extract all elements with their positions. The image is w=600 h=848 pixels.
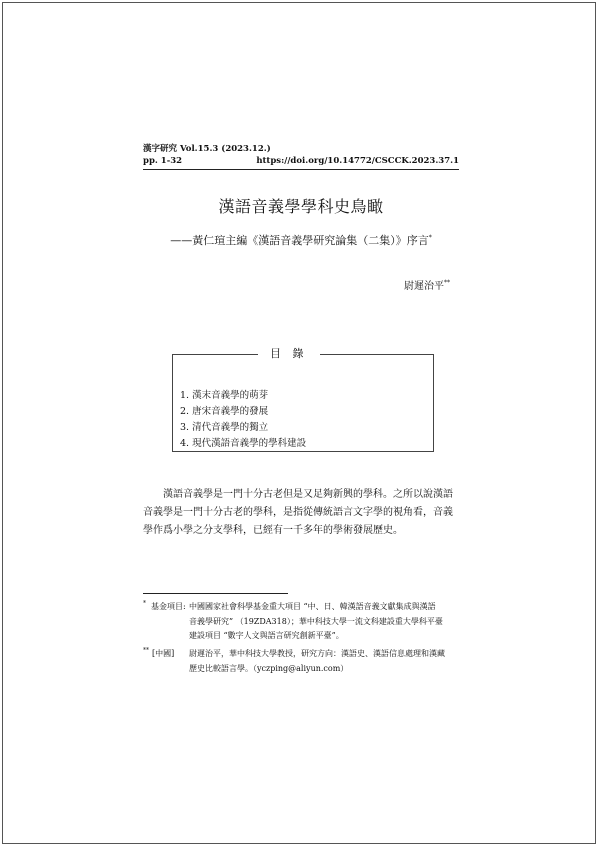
footnote-label: [中國] (152, 649, 175, 658)
toc-title: 目 錄 (258, 345, 320, 361)
body-paragraph: 漢語音義學是一門十分古老但是又足夠新興的學科。之所以說漢語音義學是一門十分古老的學科，是指從傳統語言文字學的視角看，音義學作爲小學之分支學科，已經有一千多年的學術發展歷史。 (143, 489, 453, 536)
journal-name: 漢字研究 Vol.15.3 (2023.12.) (143, 144, 271, 154)
footnote-line: 建設項目 “數字人文與語言研究創新平臺”。 (189, 631, 344, 640)
toc-item: 4. 現代漢語音義學的學科建設 (180, 438, 307, 449)
header-rule (143, 169, 459, 170)
toc-item: 2. 唐宋音義學的發展 (180, 406, 269, 417)
author-name (300, 277, 450, 292)
toc-item: 3. 清代音義學的獨立 (180, 422, 269, 433)
toc-list (180, 388, 306, 452)
journal-header (143, 143, 459, 167)
footnote-rule (143, 593, 288, 594)
footnote-2 (143, 647, 463, 676)
doi-link[interactable]: https://doi.org/10.14772/CSCCK.2023.37.1 (256, 156, 459, 166)
author-footnote-mark: ** (444, 279, 450, 287)
footnote-line: 歷史比較語言學。（yczping@aliyun.com） (189, 663, 349, 673)
subtitle-text: ——黃仁瑄主編《漢語音義學研究論集（二集）》序言 (170, 234, 429, 247)
author-text: 尉遲治平 (404, 281, 444, 292)
footnote-line: 尉遲治平，華中科技大學教授，研究方向：漢語史、漢語信息處理和漢藏 (189, 649, 445, 658)
footnote-1 (143, 600, 463, 644)
page-range: pp. 1-32 (143, 156, 183, 166)
footnote-label: 基金項目: (151, 602, 186, 611)
subtitle-footnote-mark: * (428, 234, 432, 242)
footnote-line: 中國國家社會科學基金重大項目 “中、日、韓漢語音義文獻集成與漢語 (189, 602, 436, 611)
article-title: 漢語音義學學科史鳥瞰 (218, 197, 384, 216)
toc-item: 1. 漢末音義學的萌芽 (180, 390, 269, 401)
article-subtitle (143, 232, 459, 248)
footnote-mark: * (143, 600, 146, 607)
footnote-line: 音義學研究” （19ZDA318）；華中科技大學一流文科建設重大學科平臺 (189, 616, 443, 626)
footnote-mark: ** (143, 647, 149, 654)
